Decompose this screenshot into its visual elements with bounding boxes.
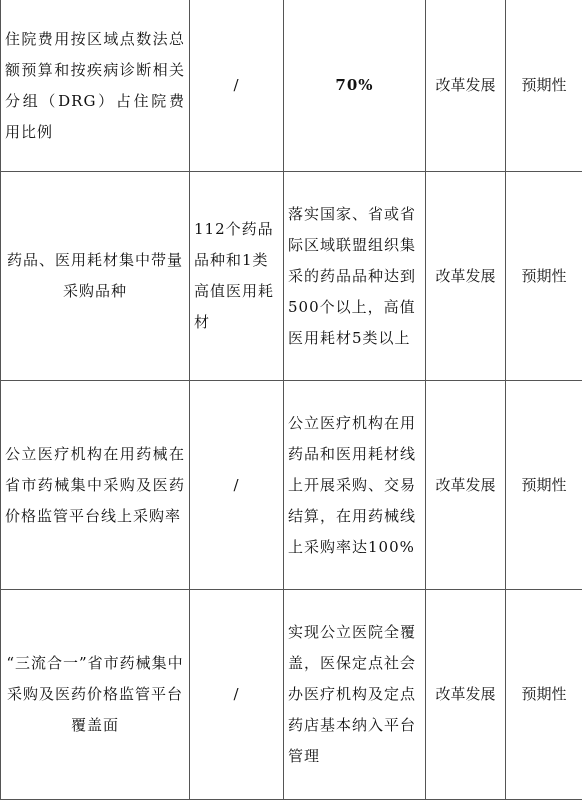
baseline-cell: / (190, 590, 284, 800)
baseline-cell: 112个药品品种和1类高值医用耗材 (190, 172, 284, 381)
target-cell: 实现公立医院全覆盖，医保定点社会办医疗机构及定点药店基本纳入平台管理 (284, 590, 426, 800)
baseline-cell: / (190, 381, 284, 590)
indicator-cell: 住院费用按区域点数法总额预算和按疾病诊断相关分组（DRG）占住院费用比例 (1, 0, 190, 172)
category-cell: 改革发展 (426, 0, 506, 172)
category-cell: 改革发展 (426, 172, 506, 381)
nature-cell: 预期性 (506, 0, 582, 172)
nature-cell: 预期性 (506, 381, 582, 590)
table-row (1, 172, 582, 381)
table-row (1, 381, 582, 590)
target-cell: 公立医疗机构在用药品和医用耗材线上开展采购、交易结算，在用药械线上采购率达100% (284, 381, 426, 590)
category-cell: 改革发展 (426, 590, 506, 800)
category-cell: 改革发展 (426, 381, 506, 590)
indicator-cell: “三流合一”省市药械集中采购及医药价格监管平台覆盖面 (1, 590, 190, 800)
baseline-cell: / (190, 0, 284, 172)
table-row (1, 590, 582, 800)
indicator-cell: 药品、医用耗材集中带量采购品种 (1, 172, 190, 381)
nature-cell: 预期性 (506, 590, 582, 800)
target-cell: 70% (284, 0, 426, 172)
nature-cell: 预期性 (506, 172, 582, 381)
target-cell: 落实国家、省或省际区域联盟组织集采的药品品种达到500个以上，高值医用耗材5类以上 (284, 172, 426, 381)
indicator-cell: 公立医疗机构在用药械在省市药械集中采购及医药价格监管平台线上采购率 (1, 381, 190, 590)
table-row (1, 0, 582, 172)
